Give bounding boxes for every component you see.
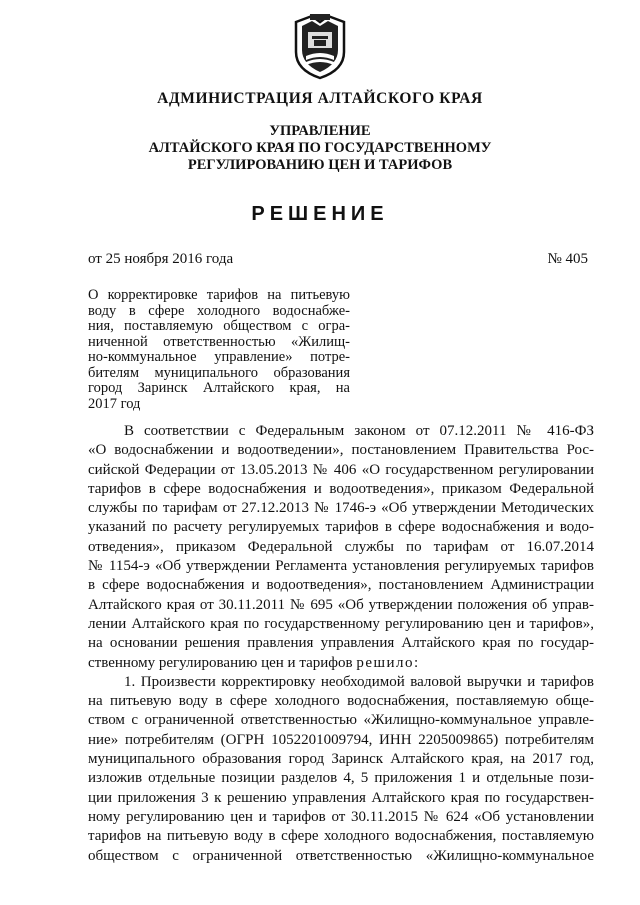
body-line: 1. Произвести корректировку необходимой валовой выручки и тарифов <box>124 673 594 690</box>
body-line: на питьевую воду в сфере холодного водоснабжения, поставляемую обще- <box>88 693 594 710</box>
department-title <box>0 123 640 174</box>
body-line: сийской Федерации от 13.05.2013 № 406 «О государственном регулировании <box>88 461 594 478</box>
subject-line: но-коммунальное управление» потре- <box>88 349 350 365</box>
body-line: Алтайского края от 30.11.2011 № 695 «Об утверждении положения об управ- <box>88 596 594 613</box>
body-line: ственному регулированию цен и тарифов <box>88 654 353 671</box>
subject-line: ния, поставляемую обществом с огра- <box>88 318 350 334</box>
subject-line: воду в сфере холодного водоснабже- <box>88 302 350 319</box>
document-date: от 25 ноября 2016 года <box>88 251 234 267</box>
subject-line: город Заринск Алтайского края, на <box>88 380 350 396</box>
body-line: службы по тарифам от 27.12.2013 № 1746-э «Об утверждении Методических <box>88 500 594 517</box>
body-line: отведения», приказом Федеральной службы по тарифам от 16.07.2014 <box>88 538 594 555</box>
department-line: РЕГУЛИРОВАНИЮ ЦЕН И ТАРИФОВ <box>187 157 453 173</box>
body-line: ции приложения 3 к решению управления Алтайского края по государствен- <box>88 789 594 806</box>
decided-word: решило: <box>356 654 420 671</box>
body-line: муниципального образования город Заринск Алтайского края, на 2017 год, <box>88 751 594 768</box>
department-line: УПРАВЛЕНИЕ <box>269 123 371 139</box>
document-type-title: РЕШЕНИЕ <box>251 203 389 225</box>
body-line: В соответствии с Федеральным законом от 07.12.2011 № 416-ФЗ <box>124 423 594 439</box>
body-line: тарифов в сфере водоснабжения и водоотведения», приказом Федеральной <box>88 480 594 497</box>
body-line: в сфере водоснабжения и водоотведения», постановлением Администрации <box>88 577 594 594</box>
document-number: № 405 <box>547 251 588 267</box>
body-line: ством с ограниченной ответственностью «Жилищно-коммунальное управле- <box>88 712 594 729</box>
body-line: на основании решения правления управления Алтайского края по государ- <box>88 635 594 652</box>
department-line: АЛТАЙСКОГО КРАЯ ПО ГОСУДАРСТВЕННОМУ <box>148 140 492 156</box>
document-subject <box>88 288 350 412</box>
body-line-with-decision <box>88 654 594 673</box>
document-body <box>88 422 594 866</box>
body-line: «О водоснабжении и водоотведении», постановлением Правительства Рос- <box>88 442 594 459</box>
body-line: ному регулированию цен и тарифов от 30.11.2015 № 624 «Об установлении <box>88 808 594 825</box>
subject-line: ниченной ответственностью «Жилищ- <box>88 333 350 350</box>
body-line: № 1154-э «Об утверждении Регламента установления регулируемых тарифов <box>88 558 594 575</box>
subject-line: 2017 год <box>88 395 141 412</box>
subject-line: О корректировке тарифов на питьевую <box>88 287 350 303</box>
body-line: ние» потребителям (ОГРН 1052201009794, ИНН 2205009865) потребителям <box>88 731 594 748</box>
body-line: изложив отдельные позиции разделов 4, 5 приложения 1 и отдельные пози- <box>88 770 594 787</box>
body-line: указаний по расчету регулируемых тарифов в сфере водоснабжения и водо- <box>88 519 594 536</box>
coat-of-arms-icon <box>288 12 352 80</box>
subject-line: бителям муниципального образования <box>88 364 350 381</box>
body-line: обществом с ограниченной ответственностью «Жилищно-коммунальное <box>88 847 594 864</box>
body-line: тарифов на питьевую воду в сфере холодного водоснабжения, поставляемую <box>88 828 594 845</box>
body-line: лении Алтайского края по государственному регулированию цен и тарифов», <box>88 615 594 632</box>
organization-title: АДМИНИСТРАЦИЯ АЛТАЙСКОГО КРАЯ <box>157 90 483 107</box>
